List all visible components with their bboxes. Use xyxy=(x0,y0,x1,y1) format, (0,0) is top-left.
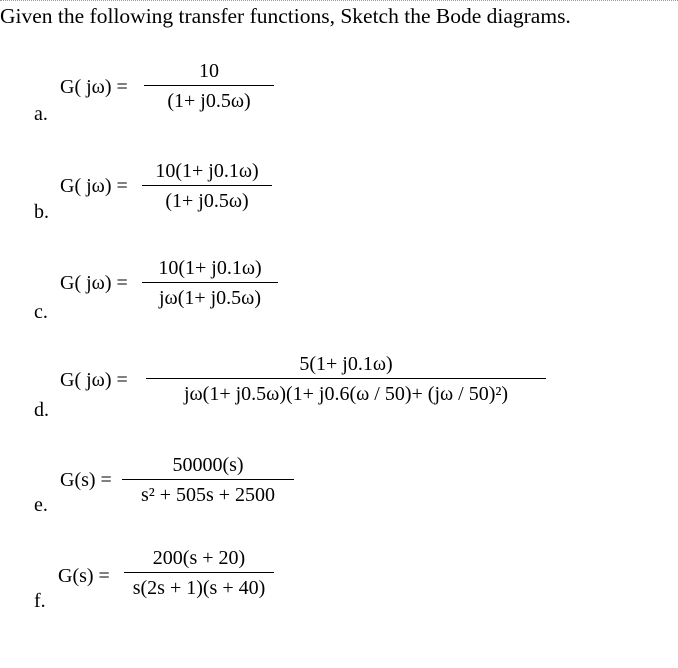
problem-f-denominator: s(2s + 1)(s + 40) xyxy=(132,577,266,599)
problem-a-numerator: 10 xyxy=(199,60,219,82)
problem-d-numerator: 5(1+ j0.1ω) xyxy=(299,353,393,375)
problem-d-lhs: G( jω) = xyxy=(60,369,128,391)
problem-b-letter: b. xyxy=(34,201,49,223)
problem-c-lhs: G( jω) = xyxy=(60,272,128,294)
fraction-bar xyxy=(124,572,274,573)
problem-d-denominator: jω(1+ j0.5ω)(1+ j0.6(ω / 50)+ (jω / 50)²) xyxy=(183,383,509,405)
problem-c-numerator: 10(1+ j0.1ω) xyxy=(158,257,262,279)
problem-b-lhs: G( jω) = xyxy=(60,175,128,197)
problem-e-lhs: G(s) = xyxy=(60,469,112,491)
problem-e-letter: e. xyxy=(34,494,48,516)
problem-f-lhs: G(s) = xyxy=(58,565,110,587)
problem-c-fraction xyxy=(142,255,278,312)
problem-f-fraction xyxy=(124,545,274,602)
page-heading: Given the following transfer functions, Sketch the Bode diagrams. xyxy=(0,4,571,28)
problem-f-numerator: 200(s + 20) xyxy=(152,547,246,569)
problem-a-lhs: G( jω) = xyxy=(60,76,128,98)
problem-a-denominator: (1+ j0.5ω) xyxy=(167,90,251,112)
problem-d-fraction xyxy=(146,351,546,408)
problem-d-letter: d. xyxy=(34,399,49,421)
problem-b-numerator: 10(1+ j0.1ω) xyxy=(155,160,259,182)
fraction-bar xyxy=(146,378,546,379)
fraction-bar xyxy=(144,85,274,86)
top-dotted-rule xyxy=(0,0,678,1)
problem-f-letter: f. xyxy=(34,590,46,612)
problem-c-denominator: jω(1+ j0.5ω) xyxy=(158,287,262,309)
problem-e-denominator: s² + 505s + 2500 xyxy=(140,484,276,506)
problem-e-fraction xyxy=(122,452,294,509)
fraction-bar xyxy=(122,479,294,480)
problem-e-numerator: 50000(s) xyxy=(172,454,244,476)
fraction-bar xyxy=(142,185,272,186)
problem-c-letter: c. xyxy=(34,301,48,323)
problem-a-fraction xyxy=(144,58,274,115)
fraction-bar xyxy=(142,282,278,283)
problem-b-denominator: (1+ j0.5ω) xyxy=(165,190,249,212)
problem-a-letter: a. xyxy=(34,103,48,125)
problem-b-fraction xyxy=(142,158,272,215)
